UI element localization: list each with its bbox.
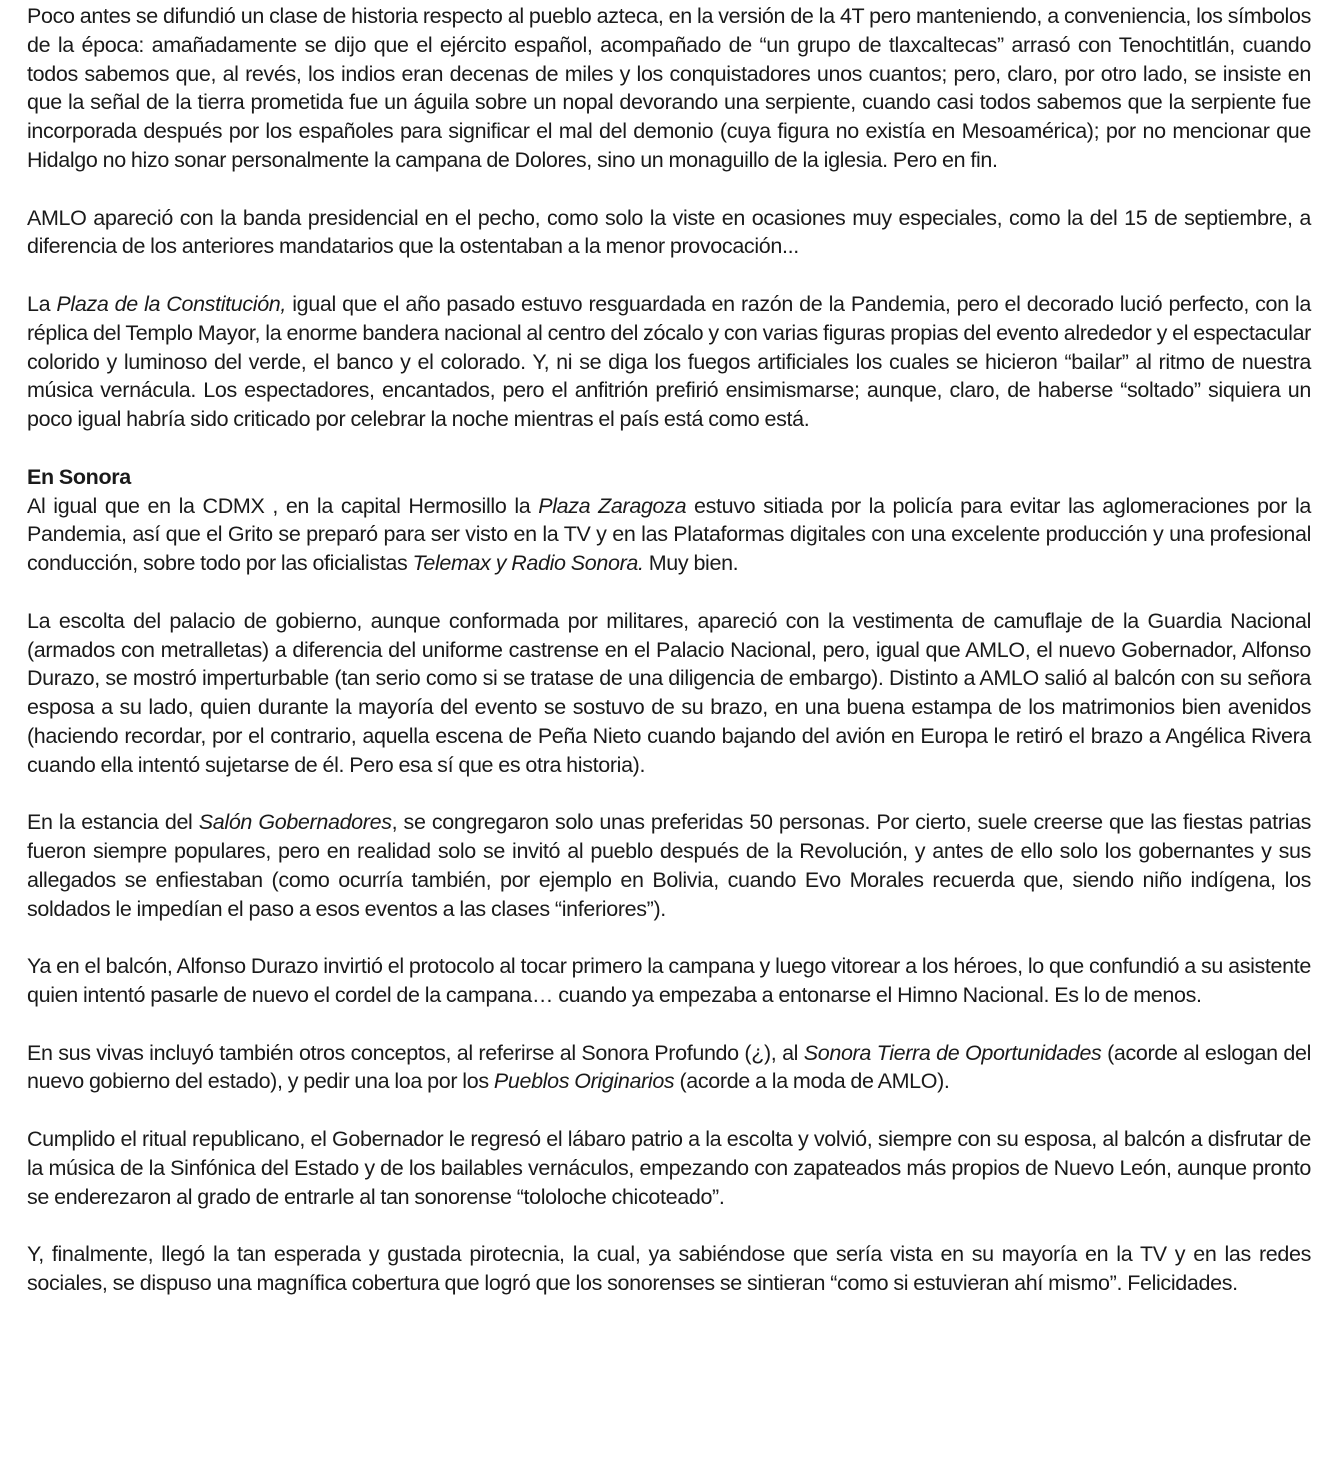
italic-term: Pueblos Originarios [493,1069,675,1094]
text-segment: igual que el año pasado estuvo resguardada en razón de la Pandemia, pero el decorado lució perfecto, con la réplica del Templo Mayor, la enorme bandera nacional al centro del zócalo y con varias figuras propias del evento alrededor y el espectacular colorido y luminoso del verde, el banco y el colorado. Y, ni se diga los fuegos artificiales los cuales se hicieron “bailar” al ritmo de nuestra música vernácula. Los espectadores, encantados, pero el anfitrión prefirió ensimismarse; aunque, claro, de haberse “soltado” siquiera un poco igual habría sido criticado por celebrar la noche mientras el país está como está. [27,291,1311,432]
paragraph-plaza-constitucion [27,290,1311,434]
italic-place-name: Plaza Zaragoza [538,493,687,518]
paragraph-pirotecnia: Y, finalmente, llegó la tan esperada y gustada pirotecnia, la cual, ya sabiéndose que sería vista en su mayoría en la TV y en las redes sociales, se dispuso una magnífica cobertura que logró que los sonorenses se sintieran “como si estuvieran ahí mismo”. Felicidades. [27,1242,1311,1296]
paragraph-balcon: Ya en el balcón, Alfonso Durazo invirtió el protocolo al tocar primero la campana y luego vitorear a los héroes, lo que confundió a su asistente quien intentó pasarle de nuevo el cordel de la campana… cuando ya empezaba a entonarse el Himno Nacional. Es lo de menos. [27,954,1311,1008]
text-segment: (acorde a la moda de AMLO). [674,1069,950,1094]
text-segment: estuvo sitiada por la policía para evitar las aglomeraciones por la Pandemia, así que el Grito se preparó para ser visto en la TV y en las Plataformas digitales con una excelente producción y una profesional conducción, sobre todo por las oficialistas [27,493,1311,576]
paragraph-banda-presidencial: AMLO apareció con la banda presidencial en el pecho, como solo la viste en ocasiones muy especiales, como la del 15 de septiembre, a diferencia de los anteriores mandatarios que la ostentaban a la menor provocación... [27,205,1311,259]
text-segment: (acorde al eslogan del nuevo gobierno del estado), y pedir una loa por los [27,1040,1312,1094]
paragraph-salon-gobernadores [27,808,1311,923]
paragraph-vivas [27,1039,1311,1097]
italic-place-name: Salón Gobernadores [198,810,392,835]
paragraph-hermosillo [27,492,1311,578]
paragraph-ritual-republicano: Cumplido el ritual republicano, el Gobernador le regresó el lábaro patrio a la escolta y volvió, siempre con su esposa, al balcón a disfrutar de la música de la Sinfónica del Estado y de los bailables vernáculos, empezando con zapateados más propios de Nuevo León, aunque pronto se enderezaron al grado de entrarle al tan sonorense “tololoche chicoteado”. [27,1127,1311,1209]
paragraph-escolta: La escolta del palacio de gobierno, aunque conformada por militares, apareció con la vestimenta de camuflaje de la Guardia Nacional (armados con metralletas) a diferencia del uniforme castrense en el Palacio Nacional, pero, igual que AMLO, el nuevo Gobernador, Alfonso Durazo, se mostró imperturbable (tan serio como si se tratase de una diligencia de embargo). Distinto a AMLO salió al balcón con su señora esposa a su lado, quien durante la mayoría del evento se sostuvo de su brazo, en una buena estampa de los matrimonios bien avenidos (haciendo recordar, por el contrario, aquella escena de Peña Nieto cuando bajando del avión en Europa le retiró el brazo a Angélica Rivera cuando ella intentó sujetarse de él. Pero esa sí que es otra historia). [27,608,1311,777]
article-body [27,2,1311,1298]
italic-slogan: Sonora Tierra de Oportunidades [803,1040,1102,1065]
text-segment: , se congregaron solo unas preferidas 50 personas. Por cierto, suele creerse que las fiestas patrias fueron siempre populares, pero en realidad solo se invitó al pueblo después de la Revolución, y antes de ello solo los gobernantes y sus allegados se enfiestaban (como ocurría también, por ejemplo en Bolivia, cuando Evo Morales recuerda que, siendo niño indígena, los soldados le impedían el paso a esos eventos a las clases “inferiores”). [27,810,1312,921]
text-segment: Al igual que en la CDMX , en la capital Hermosillo la [27,493,539,518]
text-segment: En la estancia del [27,810,199,835]
paragraph-historia-azteca: Poco antes se difundió un clase de historia respecto al pueblo azteca, en la versión de la 4T pero manteniendo, a conveniencia, los símbolos de la época: amañadamente se dijo que el ejército español, acompañado de “un grupo de tlaxcaltecas” arrasó con Tenochtitlán, cuando todos sabemos que, al revés, los indios eran decenas de miles y los conquistadores unos cuantos; pero, claro, por otro lado, se insiste en que la señal de la tierra prometida fue un águila sobre un nopal devorando una serpiente, cuando casi todos sabemos que la serpiente fue incorporada después por los españoles para significar el mal del demonio (cuya figura no existía en Mesoamérica); por no mencionar que Hidalgo no hizo sonar personalmente la campana de Dolores, sino un monaguillo de la iglesia. Pero en fin. [27,4,1311,172]
section-heading-sonora: En Sonora [27,464,131,489]
text-segment: Muy bien. [643,551,739,576]
italic-media-names: Telemax y Radio Sonora. [412,551,644,576]
text-segment: La [27,291,57,316]
italic-place-name: Plaza de la Constitución, [56,291,287,316]
text-segment: En sus vivas incluyó también otros conceptos, al referirse al Sonora Profundo (¿), al [27,1040,804,1065]
